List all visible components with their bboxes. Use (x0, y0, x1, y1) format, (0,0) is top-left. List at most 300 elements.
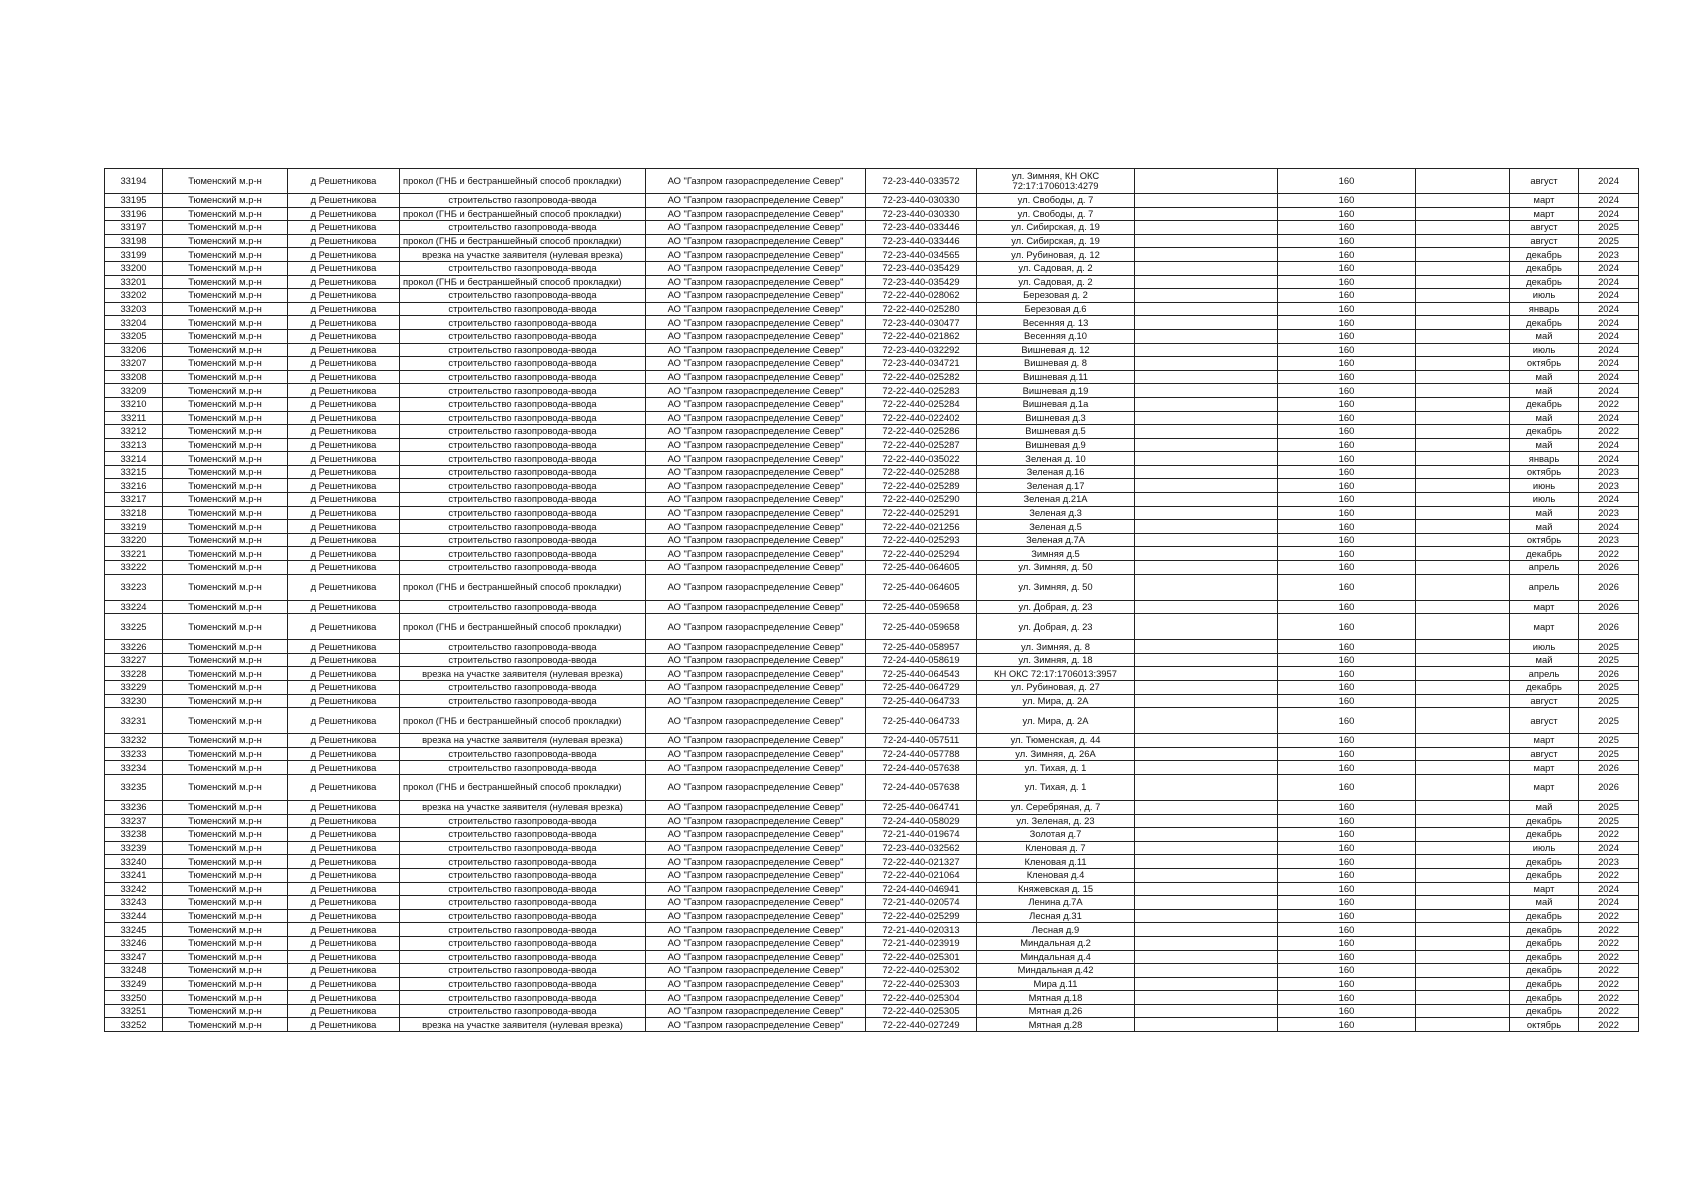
cell-empty (1416, 1018, 1510, 1032)
cell-id: 33208 (105, 370, 163, 384)
cell-rayon: Тюменский м.р-н (163, 882, 288, 896)
cell-application-code: 72-23-440-033572 (866, 169, 977, 194)
cell-village: д Решетникова (288, 289, 400, 303)
cell-organization: АО "Газпром газораспределение Север" (646, 302, 866, 316)
cell-address: Зеленая д.16 (977, 465, 1135, 479)
cell-work-type: строительство газопровода-ввода (400, 896, 646, 910)
table-row (105, 734, 1639, 748)
cell-empty (1135, 681, 1278, 695)
cell-work-type: строительство газопровода-ввода (400, 384, 646, 398)
cell-diameter: 160 (1278, 828, 1416, 842)
cell-organization: АО "Газпром газораспределение Север" (646, 438, 866, 452)
cell-month: август (1510, 234, 1579, 248)
cell-empty (1135, 708, 1278, 734)
cell-village: д Решетникова (288, 800, 400, 814)
cell-application-code: 72-22-440-025282 (866, 370, 977, 384)
cell-village: д Решетникова (288, 452, 400, 466)
cell-empty (1135, 574, 1278, 600)
cell-village: д Решетникова (288, 950, 400, 964)
cell-organization: АО "Газпром газораспределение Север" (646, 640, 866, 654)
cell-year: 2022 (1579, 909, 1639, 923)
cell-empty (1135, 506, 1278, 520)
cell-diameter: 160 (1278, 694, 1416, 708)
cell-year: 2024 (1579, 370, 1639, 384)
table-row (105, 774, 1639, 800)
cell-year: 2022 (1579, 397, 1639, 411)
cell-rayon: Тюменский м.р-н (163, 329, 288, 343)
cell-work-type: строительство газопровода-ввода (400, 370, 646, 384)
cell-work-type: врезка на участке заявителя (нулевая врезка) (400, 800, 646, 814)
cell-organization: АО "Газпром газораспределение Север" (646, 561, 866, 575)
cell-month: декабрь (1510, 909, 1579, 923)
cell-village: д Решетникова (288, 561, 400, 575)
cell-id: 33220 (105, 533, 163, 547)
cell-organization: АО "Газпром газораспределение Север" (646, 370, 866, 384)
cell-month: март (1510, 207, 1579, 221)
cell-rayon: Тюменский м.р-н (163, 800, 288, 814)
cell-year: 2024 (1579, 438, 1639, 452)
cell-village: д Решетникова (288, 316, 400, 330)
cell-address: КН ОКС 72:17:1706013:3957 (977, 667, 1135, 681)
cell-empty (1416, 520, 1510, 534)
cell-application-code: 72-25-440-064729 (866, 681, 977, 695)
cell-application-code: 72-22-440-025303 (866, 977, 977, 991)
table-row (105, 221, 1639, 235)
cell-month: декабрь (1510, 1004, 1579, 1018)
cell-empty (1135, 194, 1278, 208)
cell-month: октябрь (1510, 533, 1579, 547)
cell-empty (1135, 653, 1278, 667)
cell-year: 2025 (1579, 694, 1639, 708)
cell-work-type: строительство газопровода-ввода (400, 329, 646, 343)
cell-organization: АО "Газпром газораспределение Север" (646, 977, 866, 991)
cell-address: Вишневая д. 12 (977, 343, 1135, 357)
cell-empty (1416, 828, 1510, 842)
cell-rayon: Тюменский м.р-н (163, 465, 288, 479)
cell-month: апрель (1510, 667, 1579, 681)
cell-village: д Решетникова (288, 936, 400, 950)
table-row (105, 800, 1639, 814)
cell-empty (1416, 761, 1510, 775)
cell-month: декабрь (1510, 964, 1579, 978)
cell-rayon: Тюменский м.р-н (163, 248, 288, 262)
cell-application-code: 72-22-440-028062 (866, 289, 977, 303)
cell-organization: АО "Газпром газораспределение Север" (646, 708, 866, 734)
cell-application-code: 72-25-440-059658 (866, 614, 977, 640)
cell-work-type: строительство газопровода-ввода (400, 194, 646, 208)
cell-diameter: 160 (1278, 761, 1416, 775)
cell-village: д Решетникова (288, 370, 400, 384)
cell-diameter: 160 (1278, 520, 1416, 534)
cell-id: 33247 (105, 950, 163, 964)
cell-application-code: 72-25-440-064741 (866, 800, 977, 814)
cell-work-type: строительство газопровода-ввода (400, 261, 646, 275)
cell-year: 2023 (1579, 479, 1639, 493)
cell-rayon: Тюменский м.р-н (163, 708, 288, 734)
cell-year: 2024 (1579, 329, 1639, 343)
cell-organization: АО "Газпром газораспределение Север" (646, 357, 866, 371)
table-row (105, 343, 1639, 357)
cell-work-type: строительство газопровода-ввода (400, 964, 646, 978)
table-row (105, 207, 1639, 221)
cell-rayon: Тюменский м.р-н (163, 923, 288, 937)
cell-address: Мира д.11 (977, 977, 1135, 991)
cell-village: д Решетникова (288, 747, 400, 761)
cell-address: Зеленая д. 10 (977, 452, 1135, 466)
cell-village: д Решетникова (288, 614, 400, 640)
cell-diameter: 160 (1278, 357, 1416, 371)
cell-empty (1416, 479, 1510, 493)
cell-rayon: Тюменский м.р-н (163, 774, 288, 800)
cell-id: 33218 (105, 506, 163, 520)
cell-empty (1416, 261, 1510, 275)
cell-organization: АО "Газпром газораспределение Север" (646, 234, 866, 248)
cell-month: август (1510, 708, 1579, 734)
cell-application-code: 72-22-440-025289 (866, 479, 977, 493)
cell-diameter: 160 (1278, 207, 1416, 221)
cell-month: июнь (1510, 479, 1579, 493)
cell-year: 2022 (1579, 547, 1639, 561)
cell-rayon: Тюменский м.р-н (163, 343, 288, 357)
cell-id: 33231 (105, 708, 163, 734)
table-row (105, 667, 1639, 681)
table-row (105, 1018, 1639, 1032)
cell-organization: АО "Газпром газораспределение Север" (646, 936, 866, 950)
cell-village: д Решетникова (288, 977, 400, 991)
cell-organization: АО "Газпром газораспределение Север" (646, 828, 866, 842)
cell-village: д Решетникова (288, 1004, 400, 1018)
cell-month: декабрь (1510, 248, 1579, 262)
cell-address: Мятная д.26 (977, 1004, 1135, 1018)
cell-organization: АО "Газпром газораспределение Север" (646, 614, 866, 640)
cell-application-code: 72-22-440-025291 (866, 506, 977, 520)
cell-organization: АО "Газпром газораспределение Север" (646, 289, 866, 303)
cell-organization: АО "Газпром газораспределение Север" (646, 520, 866, 534)
cell-empty (1416, 574, 1510, 600)
cell-village: д Решетникова (288, 425, 400, 439)
cell-month: декабрь (1510, 950, 1579, 964)
cell-organization: АО "Газпром газораспределение Север" (646, 600, 866, 614)
table-row (105, 964, 1639, 978)
cell-empty (1416, 814, 1510, 828)
cell-year: 2026 (1579, 574, 1639, 600)
cell-village: д Решетникова (288, 194, 400, 208)
cell-empty (1416, 329, 1510, 343)
cell-empty (1416, 465, 1510, 479)
cell-id: 33232 (105, 734, 163, 748)
cell-village: д Решетникова (288, 234, 400, 248)
cell-address: Княжевская д. 15 (977, 882, 1135, 896)
cell-organization: АО "Газпром газораспределение Север" (646, 329, 866, 343)
cell-address: ул. Зимняя, КН ОКС 72:17:1706013:4279 (977, 169, 1135, 194)
cell-id: 33209 (105, 384, 163, 398)
cell-organization: АО "Газпром газораспределение Север" (646, 343, 866, 357)
cell-empty (1416, 950, 1510, 964)
cell-rayon: Тюменский м.р-н (163, 991, 288, 1005)
cell-organization: АО "Газпром газораспределение Север" (646, 653, 866, 667)
cell-diameter: 160 (1278, 936, 1416, 950)
cell-work-type: строительство газопровода-ввода (400, 747, 646, 761)
cell-village: д Решетникова (288, 248, 400, 262)
cell-organization: АО "Газпром газораспределение Север" (646, 950, 866, 964)
cell-rayon: Тюменский м.р-н (163, 194, 288, 208)
cell-diameter: 160 (1278, 667, 1416, 681)
cell-id: 33216 (105, 479, 163, 493)
cell-organization: АО "Газпром газораспределение Север" (646, 694, 866, 708)
cell-empty (1416, 411, 1510, 425)
cell-organization: АО "Газпром газораспределение Север" (646, 316, 866, 330)
cell-id: 33199 (105, 248, 163, 262)
cell-work-type: строительство газопровода-ввода (400, 1004, 646, 1018)
cell-year: 2022 (1579, 964, 1639, 978)
cell-village: д Решетникова (288, 493, 400, 507)
cell-application-code: 72-23-440-035429 (866, 275, 977, 289)
table-row (105, 329, 1639, 343)
cell-village: д Решетникова (288, 640, 400, 654)
cell-year: 2024 (1579, 384, 1639, 398)
cell-address: ул. Зимняя, д. 50 (977, 561, 1135, 575)
table-row (105, 289, 1639, 303)
cell-village: д Решетникова (288, 734, 400, 748)
cell-application-code: 72-21-440-019674 (866, 828, 977, 842)
cell-id: 33240 (105, 855, 163, 869)
cell-address: Зеленая д.21А (977, 493, 1135, 507)
cell-organization: АО "Газпром газораспределение Север" (646, 221, 866, 235)
cell-empty (1135, 316, 1278, 330)
cell-month: март (1510, 882, 1579, 896)
cell-id: 33239 (105, 841, 163, 855)
cell-work-type: строительство газопровода-ввода (400, 923, 646, 937)
cell-month: май (1510, 520, 1579, 534)
cell-diameter: 160 (1278, 614, 1416, 640)
cell-id: 33219 (105, 520, 163, 534)
cell-empty (1135, 411, 1278, 425)
cell-address: Вишневая д.1а (977, 397, 1135, 411)
cell-application-code: 72-24-440-046941 (866, 882, 977, 896)
cell-diameter: 160 (1278, 950, 1416, 964)
cell-village: д Решетникова (288, 667, 400, 681)
cell-work-type: строительство газопровода-ввода (400, 855, 646, 869)
cell-diameter: 160 (1278, 868, 1416, 882)
cell-rayon: Тюменский м.р-н (163, 828, 288, 842)
cell-rayon: Тюменский м.р-н (163, 384, 288, 398)
cell-diameter: 160 (1278, 343, 1416, 357)
cell-work-type: врезка на участке заявителя (нулевая врезка) (400, 734, 646, 748)
table-row (105, 370, 1639, 384)
cell-application-code: 72-24-440-057638 (866, 774, 977, 800)
cell-empty (1416, 653, 1510, 667)
cell-id: 33206 (105, 343, 163, 357)
cell-address: Миндальная д.42 (977, 964, 1135, 978)
cell-month: июль (1510, 289, 1579, 303)
cell-year: 2022 (1579, 936, 1639, 950)
cell-month: июль (1510, 841, 1579, 855)
cell-rayon: Тюменский м.р-н (163, 533, 288, 547)
cell-diameter: 160 (1278, 397, 1416, 411)
cell-id: 33204 (105, 316, 163, 330)
cell-application-code: 72-22-440-021327 (866, 855, 977, 869)
cell-diameter: 160 (1278, 991, 1416, 1005)
cell-month: июль (1510, 493, 1579, 507)
cell-organization: АО "Газпром газораспределение Север" (646, 774, 866, 800)
cell-year: 2026 (1579, 667, 1639, 681)
cell-application-code: 72-22-440-025304 (866, 991, 977, 1005)
cell-id: 33225 (105, 614, 163, 640)
cell-id: 33249 (105, 977, 163, 991)
cell-application-code: 72-22-440-021256 (866, 520, 977, 534)
cell-rayon: Тюменский м.р-н (163, 506, 288, 520)
cell-organization: АО "Газпром газораспределение Север" (646, 814, 866, 828)
table-body (105, 169, 1639, 1032)
cell-id: 33227 (105, 653, 163, 667)
cell-rayon: Тюменский м.р-н (163, 977, 288, 991)
cell-diameter: 160 (1278, 977, 1416, 991)
cell-month: декабрь (1510, 977, 1579, 991)
cell-empty (1135, 343, 1278, 357)
cell-application-code: 72-22-440-025286 (866, 425, 977, 439)
cell-diameter: 160 (1278, 547, 1416, 561)
cell-year: 2025 (1579, 708, 1639, 734)
cell-work-type: прокол (ГНБ и бестраншейный способ прокладки) (400, 614, 646, 640)
cell-id: 33223 (105, 574, 163, 600)
cell-village: д Решетникова (288, 653, 400, 667)
cell-empty (1135, 425, 1278, 439)
cell-month: май (1510, 370, 1579, 384)
cell-empty (1416, 909, 1510, 923)
cell-address: ул. Серебряная, д. 7 (977, 800, 1135, 814)
cell-rayon: Тюменский м.р-н (163, 896, 288, 910)
cell-empty (1416, 734, 1510, 748)
cell-month: май (1510, 896, 1579, 910)
cell-work-type: строительство газопровода-ввода (400, 221, 646, 235)
cell-work-type: строительство газопровода-ввода (400, 438, 646, 452)
cell-empty (1416, 600, 1510, 614)
cell-work-type: строительство газопровода-ввода (400, 909, 646, 923)
cell-empty (1135, 329, 1278, 343)
cell-rayon: Тюменский м.р-н (163, 438, 288, 452)
cell-diameter: 160 (1278, 855, 1416, 869)
cell-diameter: 160 (1278, 465, 1416, 479)
cell-empty (1416, 681, 1510, 695)
cell-empty (1416, 747, 1510, 761)
cell-empty (1135, 964, 1278, 978)
table-row (105, 761, 1639, 775)
cell-id: 33201 (105, 275, 163, 289)
cell-address: ул. Зеленая, д. 23 (977, 814, 1135, 828)
cell-village: д Решетникова (288, 1018, 400, 1032)
cell-application-code: 72-22-440-025305 (866, 1004, 977, 1018)
cell-empty (1135, 221, 1278, 235)
cell-address: Березовая д.6 (977, 302, 1135, 316)
cell-empty (1416, 234, 1510, 248)
cell-address: Зеленая д.17 (977, 479, 1135, 493)
cell-address: ул. Рубиновая, д. 27 (977, 681, 1135, 695)
cell-empty (1135, 896, 1278, 910)
cell-id: 33251 (105, 1004, 163, 1018)
cell-diameter: 160 (1278, 234, 1416, 248)
cell-address: ул. Тихая, д. 1 (977, 761, 1135, 775)
cell-village: д Решетникова (288, 465, 400, 479)
cell-application-code: 72-22-440-021064 (866, 868, 977, 882)
cell-rayon: Тюменский м.р-н (163, 221, 288, 235)
cell-id: 33212 (105, 425, 163, 439)
cell-village: д Решетникова (288, 841, 400, 855)
table-row (105, 896, 1639, 910)
cell-rayon: Тюменский м.р-н (163, 909, 288, 923)
cell-application-code: 72-23-440-034721 (866, 357, 977, 371)
cell-empty (1416, 425, 1510, 439)
table-row (105, 708, 1639, 734)
cell-address: Зеленая д.7А (977, 533, 1135, 547)
cell-year: 2024 (1579, 452, 1639, 466)
cell-id: 33213 (105, 438, 163, 452)
cell-diameter: 160 (1278, 1004, 1416, 1018)
cell-month: апрель (1510, 574, 1579, 600)
cell-application-code: 72-22-440-025283 (866, 384, 977, 398)
cell-address: ул. Свободы, д. 7 (977, 207, 1135, 221)
cell-id: 33221 (105, 547, 163, 561)
cell-work-type: прокол (ГНБ и бестраншейный способ прокладки) (400, 234, 646, 248)
cell-rayon: Тюменский м.р-н (163, 261, 288, 275)
cell-id: 33205 (105, 329, 163, 343)
table-row (105, 194, 1639, 208)
cell-rayon: Тюменский м.р-н (163, 547, 288, 561)
cell-rayon: Тюменский м.р-н (163, 681, 288, 695)
cell-address: Кленовая д.11 (977, 855, 1135, 869)
cell-organization: АО "Газпром газораспределение Север" (646, 800, 866, 814)
cell-empty (1135, 761, 1278, 775)
cell-organization: АО "Газпром газораспределение Север" (646, 465, 866, 479)
table-row (105, 882, 1639, 896)
cell-year: 2022 (1579, 1018, 1639, 1032)
cell-diameter: 160 (1278, 734, 1416, 748)
cell-year: 2023 (1579, 506, 1639, 520)
cell-empty (1135, 169, 1278, 194)
cell-diameter: 160 (1278, 964, 1416, 978)
cell-empty (1416, 384, 1510, 398)
cell-year: 2024 (1579, 302, 1639, 316)
cell-diameter: 160 (1278, 896, 1416, 910)
cell-organization: АО "Газпром газораспределение Север" (646, 896, 866, 910)
cell-year: 2023 (1579, 248, 1639, 262)
cell-rayon: Тюменский м.р-н (163, 520, 288, 534)
cell-application-code: 72-21-440-020313 (866, 923, 977, 937)
table-row (105, 936, 1639, 950)
cell-empty (1416, 640, 1510, 654)
table-row (105, 547, 1639, 561)
cell-organization: АО "Газпром газораспределение Север" (646, 411, 866, 425)
table-row (105, 357, 1639, 371)
cell-year: 2025 (1579, 234, 1639, 248)
cell-application-code: 72-22-440-025302 (866, 964, 977, 978)
cell-id: 33215 (105, 465, 163, 479)
cell-empty (1135, 397, 1278, 411)
cell-village: д Решетникова (288, 329, 400, 343)
cell-empty (1135, 493, 1278, 507)
cell-rayon: Тюменский м.р-н (163, 370, 288, 384)
cell-empty (1135, 774, 1278, 800)
cell-year: 2024 (1579, 316, 1639, 330)
cell-empty (1416, 774, 1510, 800)
cell-application-code: 72-24-440-057638 (866, 761, 977, 775)
cell-diameter: 160 (1278, 289, 1416, 303)
cell-village: д Решетникова (288, 411, 400, 425)
cell-month: июль (1510, 343, 1579, 357)
cell-month: май (1510, 653, 1579, 667)
cell-village: д Решетникова (288, 343, 400, 357)
cell-work-type: строительство газопровода-ввода (400, 425, 646, 439)
cell-empty (1135, 828, 1278, 842)
